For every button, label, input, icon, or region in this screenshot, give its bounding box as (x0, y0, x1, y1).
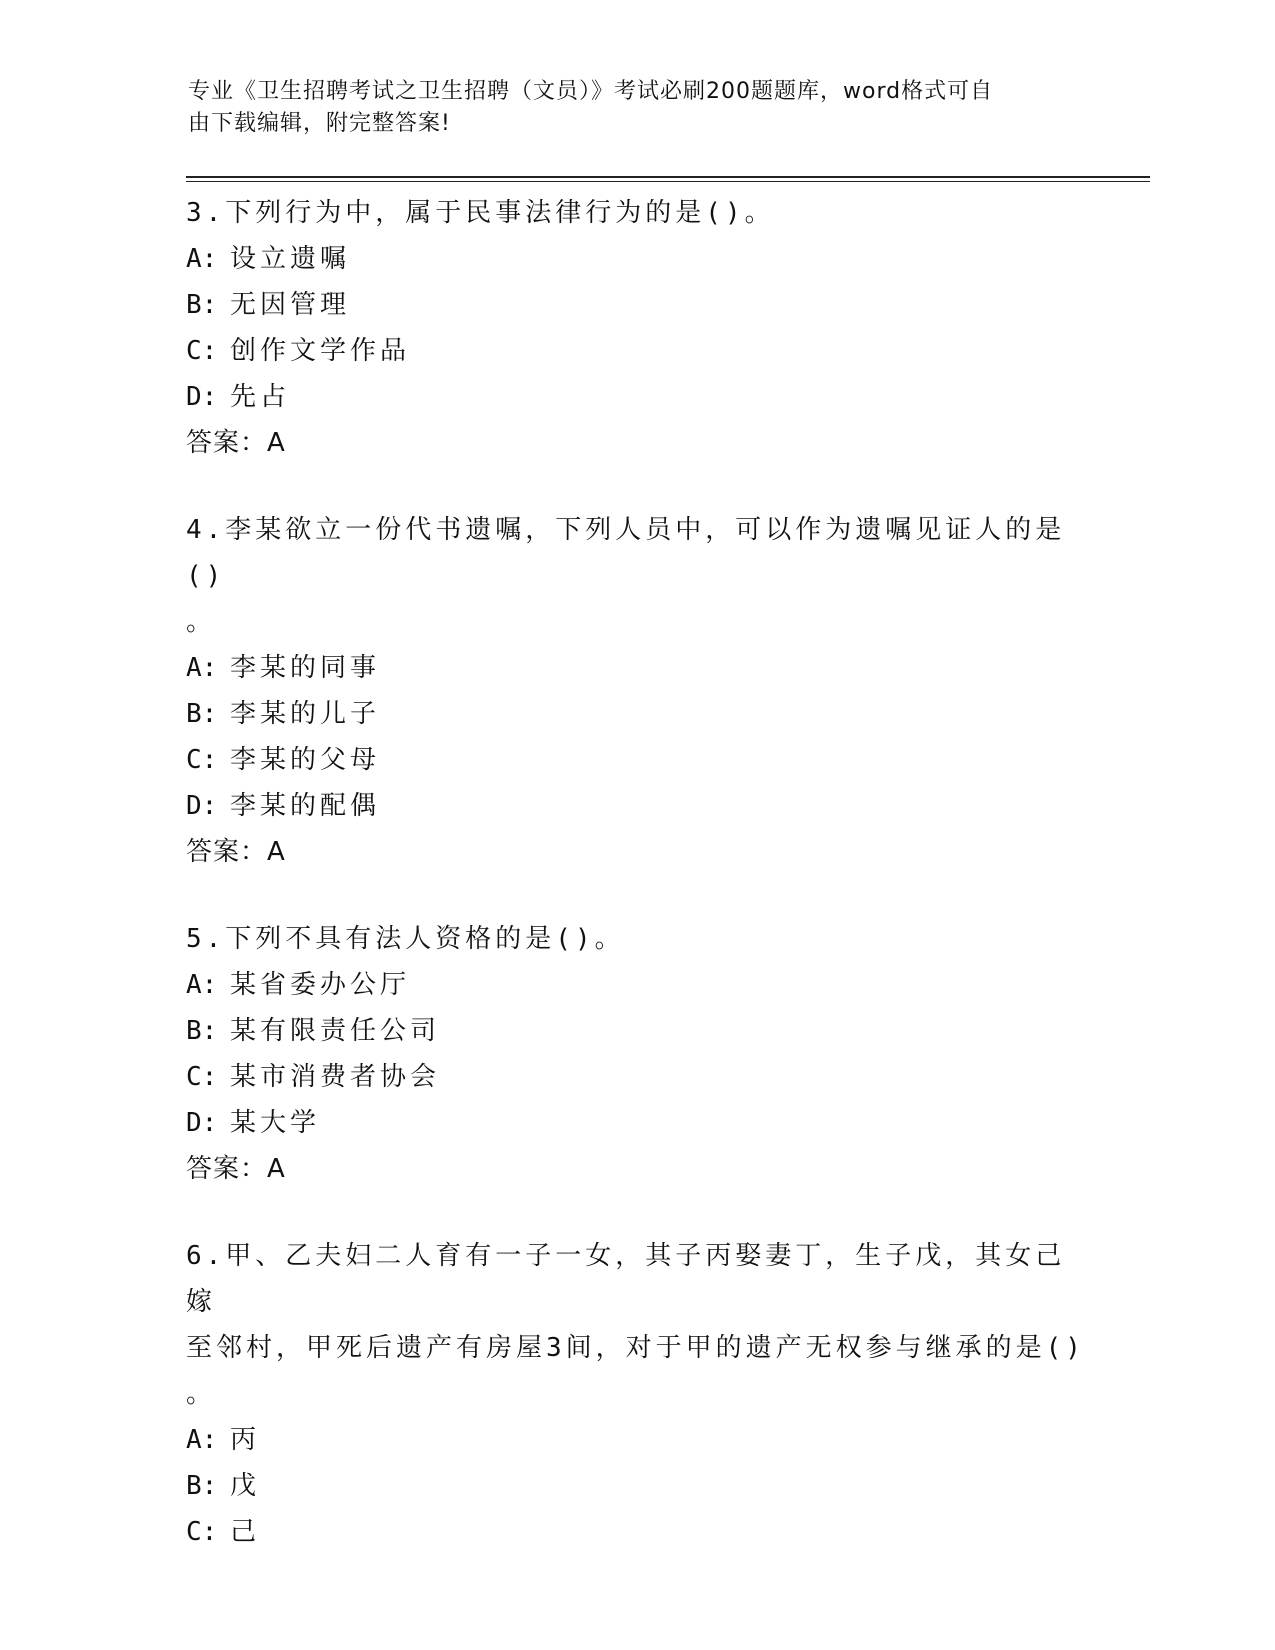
question-text: 6.甲、乙夫妇二人育有一子一女，其子丙娶妻丁，生子戊，其女己嫁 (186, 1241, 1066, 1317)
question-3 (186, 190, 1086, 466)
option-a (186, 962, 1086, 1008)
option-c (186, 328, 1086, 374)
question-6 (186, 1233, 1086, 1555)
option-key: B: (186, 1471, 218, 1501)
option-key: D: (186, 382, 218, 412)
option-b (186, 282, 1086, 328)
option-d (186, 374, 1086, 420)
option-a (186, 645, 1086, 691)
question-5 (186, 916, 1086, 1192)
option-text: 戊 (230, 1471, 261, 1501)
option-text: 无因管理 (230, 290, 351, 320)
option-key: D: (186, 791, 218, 821)
question-text-cont-2: 。 (186, 1379, 217, 1409)
option-c (186, 1509, 1086, 1555)
option-key: D: (186, 1108, 218, 1138)
option-text: 先占 (230, 382, 291, 412)
option-text: 李某的儿子 (230, 699, 381, 729)
option-key: C: (186, 1517, 218, 1547)
option-key: C: (186, 745, 218, 775)
option-key: C: (186, 336, 218, 366)
option-key: A: (186, 653, 218, 683)
option-key: B: (186, 699, 218, 729)
answer-line: 答案：A (186, 1154, 286, 1184)
option-text: 某省委办公厅 (230, 970, 411, 1000)
question-list (186, 190, 1086, 1596)
question-text-cont: 至邻村，甲死后遗产有房屋3间，对于甲的遗产无权参与继承的是() (186, 1333, 1085, 1363)
option-key: C: (186, 1062, 218, 1092)
question-text: 5.下列不具有法人资格的是()。 (186, 924, 625, 954)
option-key: B: (186, 290, 218, 320)
document-header (188, 76, 1068, 140)
option-c (186, 737, 1086, 783)
header-line-1: 专业《卫生招聘考试之卫生招聘（文员）》考试必刷200题题库，word格式可自 (188, 79, 994, 104)
answer-line: 答案：A (186, 837, 286, 867)
option-key: A: (186, 970, 218, 1000)
option-text: 李某的同事 (230, 653, 381, 683)
header-divider-thick (186, 176, 1150, 178)
option-key: B: (186, 1016, 218, 1046)
option-b (186, 1463, 1086, 1509)
option-text: 己 (230, 1517, 261, 1547)
option-text: 李某的配偶 (230, 791, 381, 821)
option-a (186, 236, 1086, 282)
option-text: 某有限责任公司 (230, 1016, 441, 1046)
option-text: 设立遗嘱 (230, 244, 351, 274)
question-text: 3.下列行为中，属于民事法律行为的是()。 (186, 198, 775, 228)
option-a (186, 1417, 1086, 1463)
option-d (186, 1100, 1086, 1146)
header-divider-thin (186, 181, 1150, 182)
option-c (186, 1054, 1086, 1100)
option-text: 李某的父母 (230, 745, 381, 775)
question-text-cont: 。 (186, 607, 217, 637)
option-text: 某市消费者协会 (230, 1062, 441, 1092)
header-line-2: 由下载编辑，附完整答案! (188, 111, 451, 136)
option-text: 某大学 (230, 1108, 321, 1138)
option-text: 丙 (230, 1425, 261, 1455)
option-b (186, 1008, 1086, 1054)
option-key: A: (186, 1425, 218, 1455)
question-4 (186, 507, 1086, 875)
answer-line: 答案：A (186, 428, 286, 458)
option-b (186, 691, 1086, 737)
option-d (186, 783, 1086, 829)
question-text: 4.李某欲立一份代书遗嘱，下列人员中，可以作为遗嘱见证人的是() (186, 515, 1066, 591)
option-text: 创作文学作品 (230, 336, 411, 366)
option-key: A: (186, 244, 218, 274)
